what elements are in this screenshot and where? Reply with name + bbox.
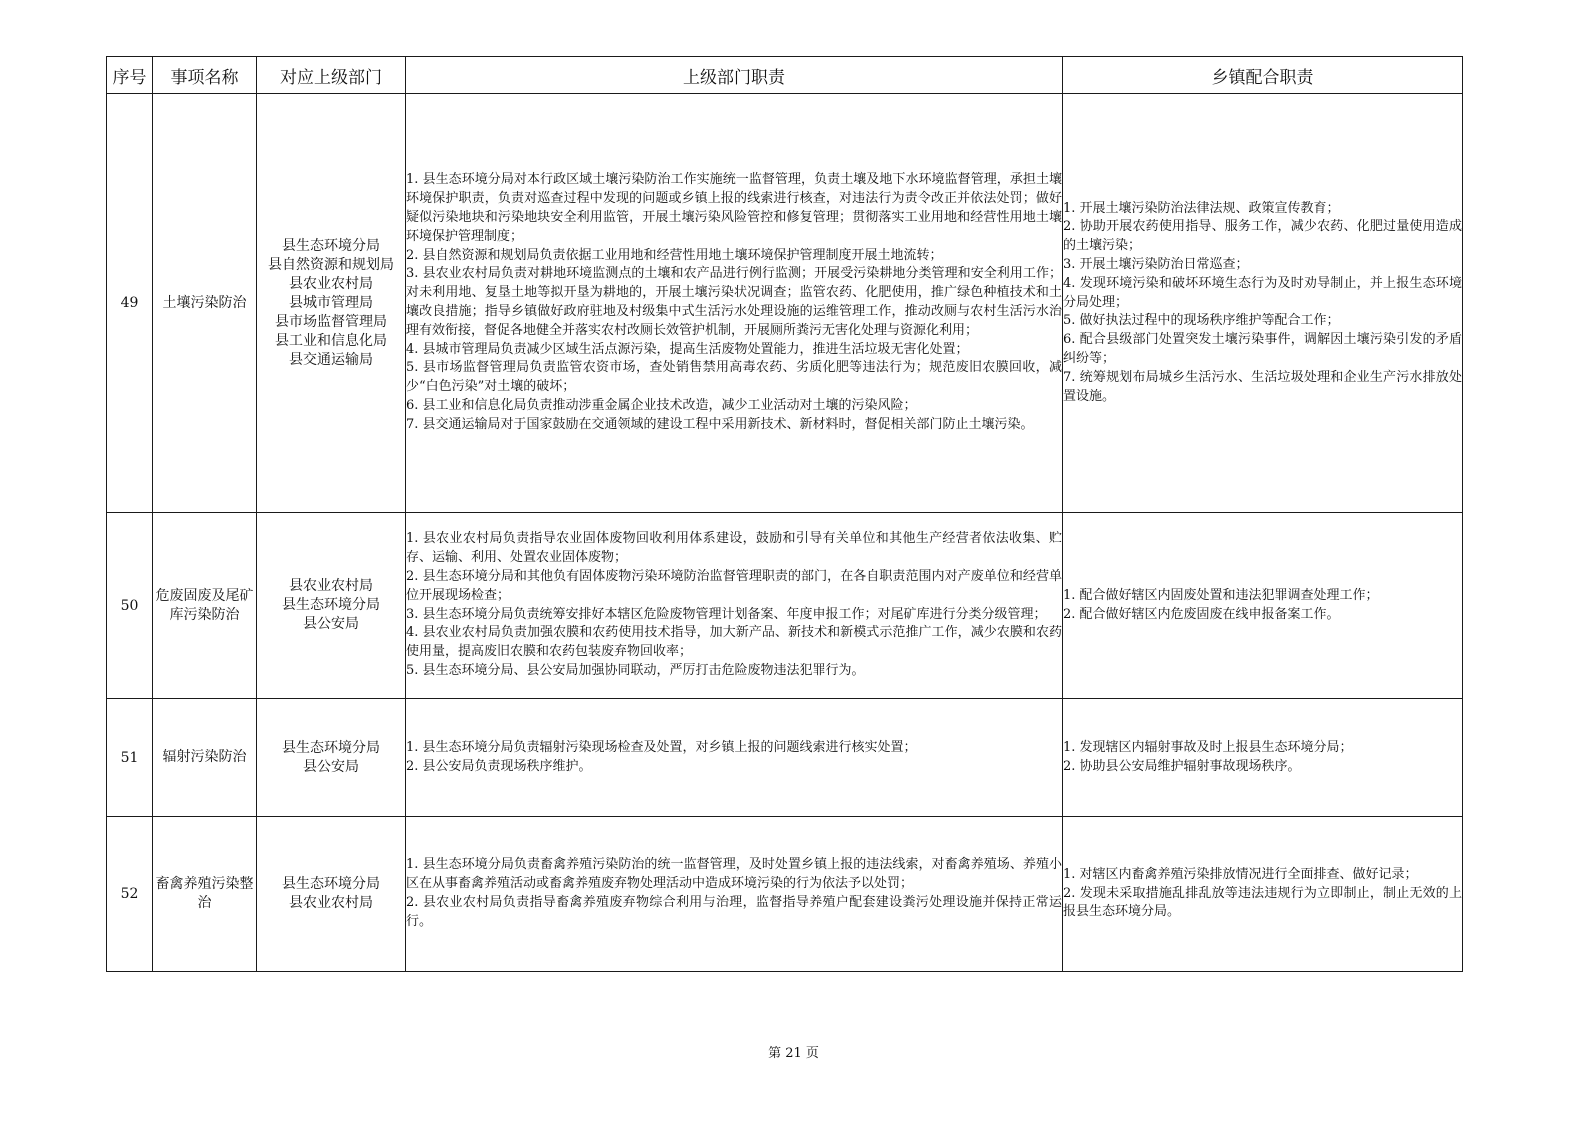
header-dept: 对应上级部门 [257,57,406,94]
item-name: 危废固废及尾矿库污染防治 [153,513,257,699]
town-duties: 1. 对辖区内畜禽养殖污染排放情况进行全面排查、做好记录； 2. 发现未采取措施乱排乱放等违法违规行为立即制止，制止无效的上报县生态环境分局。 [1063,817,1463,972]
row-number: 51 [107,699,153,817]
upper-duties: 1. 县生态环境分局负责辐射污染现场检查及处置，对乡镇上报的问题线索进行核实处置； 2. 县公安局负责现场秩序维护。 [406,699,1063,817]
dept-list: 县农业农村局 县生态环境分局 县公安局 [257,513,406,699]
header-row [107,57,1463,94]
upper-duties: 1. 县生态环境分局对本行政区域土壤污染防治工作实施统一监督管理，负责土壤及地下水环境监督管理，承担土壤环境保护职责，负责对巡查过程中发现的问题或乡镇上报的线索进行核查，对违法行为责令改正并依法处罚；做好疑似污染地块和污染地块安全利用监管，开展土壤污染风险管控和修复管理；贯彻落实工业用地和经营性用地土壤环境保护管理制度； 2. 县自然资源和规划局负责依据工业用地和经营性用地土壤环境保护管理制度开展土地流转； 3. 县农业农村局负责对耕地环境监测点的土壤和农产品进行例行监测；开展受污染耕地分类管理和安全利用工作；对未利用地、复垦土地等拟开垦为耕地的，开展土壤污染状况调查；监管农药、化肥使用，推广绿色种植技术和土壤改良措施；指导乡镇做好政府驻地及村级集中式生活污水处理设施的运维管理工作，推动改厕与农村生活污水治理有效衔接，督促各地健全并落实农村改厕长效管护机制，开展厕所粪污无害化处理与资源化利用； 4. 县城市管理局负责减少区域生活点源污染，提高生活废物处置能力，推进生活垃圾无害化处置； 5. 县市场监督管理局负责监管农资市场，查处销售禁用高毒农药、劣质化肥等违法行为；规范废旧农膜回收，减少“白色污染”对土壤的破坏； 6. 县工业和信息化局负责推动涉重金属企业技术改造，减少工业活动对土壤的污染风险； 7. 县交通运输局对于国家鼓励在交通领域的建设工程中采用新技术、新材料时，督促相关部门防止土壤污染。 [406,94,1063,513]
header-item: 事项名称 [153,57,257,94]
row-number: 52 [107,817,153,972]
table-row [107,94,1463,513]
header-town: 乡镇配合职责 [1063,57,1463,94]
page-number: 第 21 页 [768,1046,819,1061]
upper-duties: 1. 县农业农村局负责指导农业固体废物回收利用体系建设，鼓励和引导有关单位和其他生产经营者依法收集、贮存、运输、利用、处置农业固体废物； 2. 县生态环境分局和其他负有固体废物污染环境防治监督管理职责的部门，在各自职责范围内对产废单位和经营单位开展现场检查； 3. 县生态环境分局负责统筹安排好本辖区危险废物管理计划备案、年度申报工作；对尾矿库进行分类分级管理； 4. 县农业农村局负责加强农膜和农药使用技术指导，加大新产品、新技术和新模式示范推广工作，减少农膜和农药使用量，提高废旧农膜和农药包装废弃物回收率； 5. 县生态环境分局、县公安局加强协同联动，严厉打击危险废物违法犯罪行为。 [406,513,1063,699]
dept-list: 县生态环境分局 县自然资源和规划局 县农业农村局 县城市管理局 县市场监督管理局 县工业和信息化局 县交通运输局 [257,94,406,513]
town-duties: 1. 配合做好辖区内固废处置和违法犯罪调查处理工作； 2. 配合做好辖区内危废固废在线申报备案工作。 [1063,513,1463,699]
item-name: 畜禽养殖污染整治 [153,817,257,972]
responsibility-table [106,56,1463,972]
item-name: 土壤污染防治 [153,94,257,513]
dept-list: 县生态环境分局 县公安局 [257,699,406,817]
table-row [107,699,1463,817]
header-seq: 序号 [107,57,153,94]
table-row [107,513,1463,699]
row-number: 49 [107,94,153,513]
header-upper: 上级部门职责 [406,57,1063,94]
table-row [107,817,1463,972]
dept-list: 县生态环境分局 县农业农村局 [257,817,406,972]
town-duties: 1. 发现辖区内辐射事故及时上报县生态环境分局； 2. 协助县公安局维护辐射事故现场秩序。 [1063,699,1463,817]
row-number: 50 [107,513,153,699]
upper-duties: 1. 县生态环境分局负责畜禽养殖污染防治的统一监督管理，及时处置乡镇上报的违法线索，对畜禽养殖场、养殖小区在从事畜禽养殖活动或畜禽养殖废弃物处理活动中造成环境污染的行为依法予以处罚； 2. 县农业农村局负责指导畜禽养殖废弃物综合利用与治理，监督指导养殖户配套建设粪污处理设施并保持正常运行。 [406,817,1063,972]
town-duties: 1. 开展土壤污染防治法律法规、政策宣传教育； 2. 协助开展农药使用指导、服务工作，减少农药、化肥过量使用造成的土壤污染； 3. 开展土壤污染防治日常巡查； 4. 发现环境污染和破坏环境生态行为及时劝导制止，并上报生态环境分局处理； 5. 做好执法过程中的现场秩序维护等配合工作； 6. 配合县级部门处置突发土壤污染事件，调解因土壤污染引发的矛盾纠纷等； 7. 统筹规划布局城乡生活污水、生活垃圾处理和企业生产污水排放处置设施。 [1063,94,1463,513]
item-name: 辐射污染防治 [153,699,257,817]
